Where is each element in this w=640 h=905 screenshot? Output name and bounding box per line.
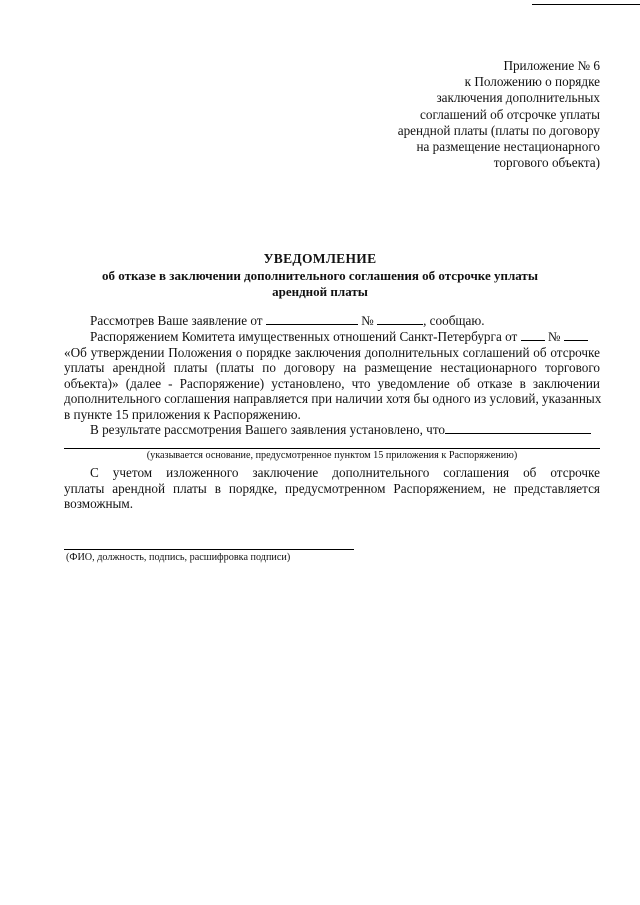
application-number-blank — [377, 313, 423, 325]
result-blank — [445, 422, 591, 434]
paragraph-line: «Об утверждении Положения о порядке заключения дополнительных соглашений об отсрочке — [64, 344, 600, 360]
appendix-line: на размещение нестационарного — [416, 139, 600, 155]
number-sign: № — [361, 313, 374, 328]
number-sign: № — [547, 329, 561, 344]
document-subtitle-line-1: об отказе в заключении дополнительного соглашения об отсрочке уплаты — [102, 268, 538, 283]
result-text: В результате рассмотрения Вашего заявления установлено, что — [90, 422, 445, 437]
paragraph-line: уплаты арендной платы (платы по договору на размещение нестационарного торгового — [64, 360, 600, 375]
paragraph-line: С учетом изложенного заключение дополнительного соглашения об отсрочке — [90, 465, 600, 480]
appendix-line: к Положению о порядке — [464, 74, 600, 90]
paragraph-line — [64, 329, 600, 345]
reason-hint: (указывается основание, предусмотренное пунктом 15 приложения к Распоряжению) — [146, 450, 518, 461]
paragraph-order — [64, 329, 600, 422]
appendix-line: Приложение № 6 — [503, 58, 600, 73]
appendix-line: соглашений об отсрочке уплаты — [420, 106, 600, 122]
paragraph-line: дополнительного соглашения направляется при наличии хотя бы одного из условий, указанных — [64, 391, 602, 406]
order-number-blank — [564, 329, 588, 341]
appendix-line: торгового объекта) — [493, 155, 600, 171]
appendix-line: арендной платы (платы по договору — [397, 122, 600, 138]
paragraph-line: возможным. — [64, 496, 134, 511]
application-text: Рассмотрев Ваше заявление от — [90, 313, 263, 328]
paragraph-conclusion — [64, 465, 600, 512]
paragraph-application — [64, 313, 600, 329]
application-date-blank — [266, 313, 358, 325]
signature-rule — [64, 549, 354, 550]
application-end-text: , сообщаю. — [423, 313, 485, 328]
paragraph-line — [64, 422, 600, 438]
document-subtitle-line-2: арендной платы — [272, 284, 368, 299]
document-title: УВЕДОМЛЕНИЕ — [263, 251, 377, 266]
paragraph-line: уплаты арендной платы в порядке, предусмотренном Распоряжением, не представляется — [64, 480, 600, 496]
appendix-header — [360, 58, 600, 171]
order-text: Распоряжением Комитета имущественных отношений Санкт-Петербурга от — [90, 329, 518, 344]
signature-hint: (ФИО, должность, подпись, расшифровка подписи) — [66, 552, 291, 563]
paragraph-line — [64, 313, 600, 329]
paragraph-line: в пункте 15 приложения к Распоряжению. — [64, 406, 301, 422]
order-date-blank — [521, 329, 545, 341]
reason-rule — [64, 448, 600, 449]
top-edge-line — [532, 4, 640, 5]
paragraph-result — [64, 422, 600, 438]
appendix-line: заключения дополнительных — [436, 90, 600, 106]
paragraph-line: объекта)» (далее - Распоряжение) установлено, что уведомление об отказе в заключении — [64, 375, 600, 391]
